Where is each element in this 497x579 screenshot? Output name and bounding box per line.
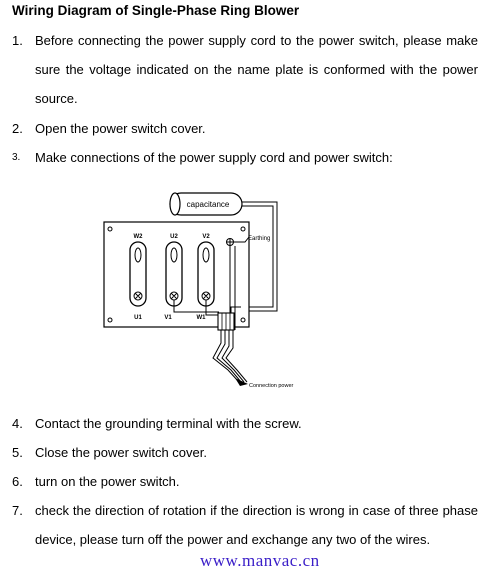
step-text: Close the power switch cover.: [35, 445, 207, 460]
step-number: 2.: [12, 121, 23, 136]
step-number: 4.: [12, 416, 23, 431]
step-text: turn on the power switch.: [35, 474, 180, 489]
terminal-label-top: W2: [133, 234, 143, 240]
terminal-label-top: U2: [170, 234, 178, 240]
capacitor: [170, 193, 242, 215]
step-text: Before connecting the power supply cord to the power switch, please make sure the voltage indicated on the name plate is conformed with the power source.: [35, 33, 478, 106]
step-2: [12, 114, 478, 143]
step-1: [12, 26, 478, 113]
step-number: 3.: [12, 152, 21, 163]
watermark: www.manvac.cn: [200, 551, 320, 570]
step-4: [12, 409, 478, 438]
step-text: Make connections of the power supply cord and power switch:: [35, 150, 393, 165]
terminal-label-bottom: W1: [196, 315, 206, 321]
terminal-label-bottom: V1: [164, 315, 172, 321]
step-3: [12, 143, 478, 172]
step-6: [12, 467, 478, 496]
page-title: Wiring Diagram of Single-Phase Ring Blower: [12, 3, 300, 18]
step-number: 6.: [12, 474, 23, 489]
capacitance-label: capacitance: [186, 200, 230, 209]
step-number: 1.: [12, 33, 23, 48]
supply-cord: [213, 330, 247, 382]
step-text: check the direction of rotation if the direction is wrong in case of three phase device, please turn off the power and exchange any two of the wires.: [35, 503, 478, 547]
wiring-diagram: [95, 188, 310, 393]
step-text: Open the power switch cover.: [35, 121, 206, 136]
earthing-label: Earthing: [248, 236, 271, 242]
terminal-label-bottom: U1: [134, 315, 142, 321]
step-7: [12, 496, 478, 554]
step-number: 5.: [12, 445, 23, 460]
step-text: Contact the grounding terminal with the screw.: [35, 416, 302, 431]
connection-label: Connection power: [249, 383, 294, 389]
terminal-label-top: V2: [202, 234, 210, 240]
step-number: 7.: [12, 503, 23, 518]
step-5: [12, 438, 478, 467]
